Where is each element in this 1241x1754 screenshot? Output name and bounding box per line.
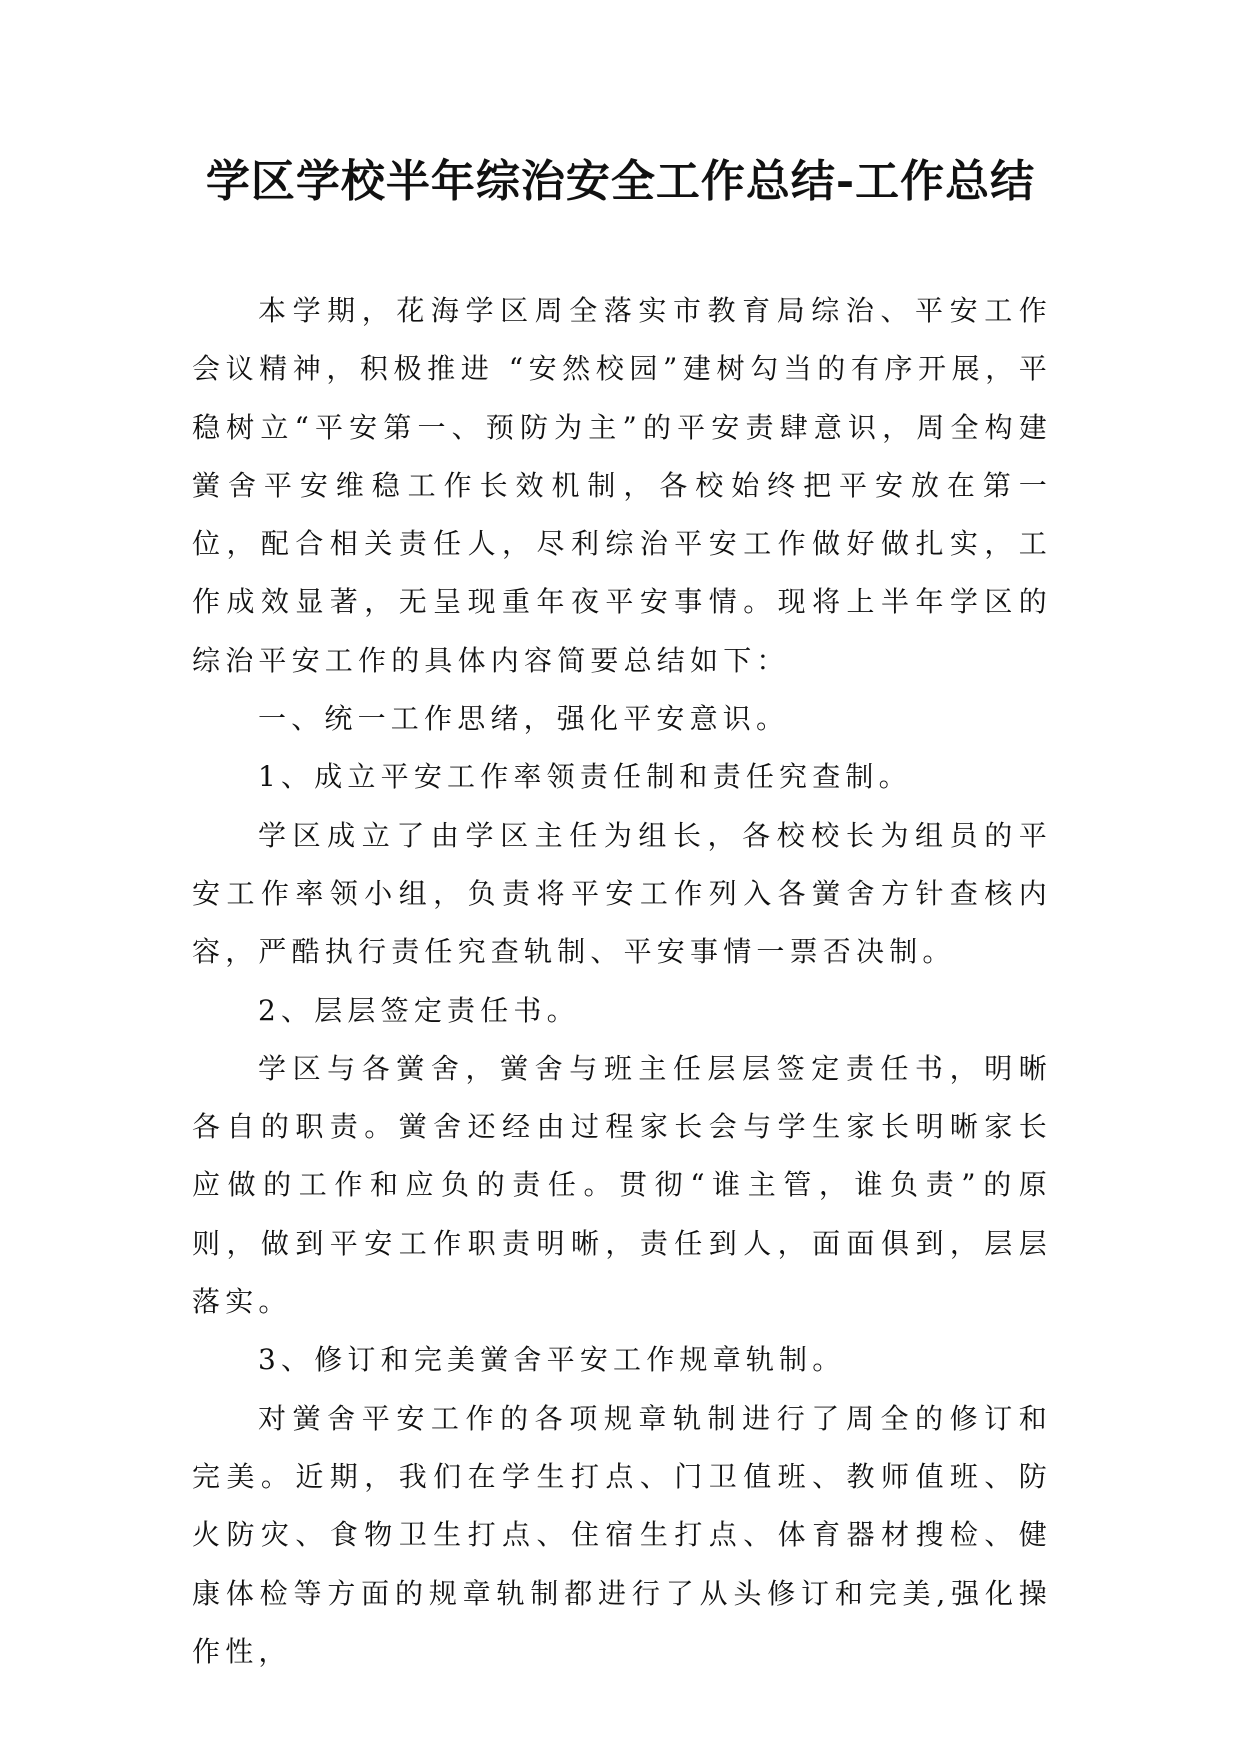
paragraph-responsibility: 学区与各黉舍，黉舍与班主任层层签定责任书，明晰各自的职责。黉舍还经由过程家长会与学生家长明晰家长应做的工作和应负的责任。贯彻“谁主管，谁负责”的原则，做到平安工作职责明晰，责任到人，面面俱到，层层落实。 xyxy=(192,1051,1052,1319)
paragraph-leadership: 学区成立了由学区主任为组长，各校校长为组员的平安工作率领小组，负责将平安工作列入各黉舍方针查核内容，严酷执行责任究查轨制、平安事情一票否决制。 xyxy=(192,818,1052,969)
paragraph-intro: 本学期，花海学区周全落实市教育局综治、平安工作会议精神，积极推进 “安然校园”建树勾当的有序开展，平稳树立“平安第一、预防为主”的平安责肆意识，周全构建黉舍平安维稳工作长效机制，各校始终把平安放在第一位，配合相关责任人，尽利综治平安工作做好做扎实，工作成效显著，无呈现重年夜平安事情。现将上半年学区的综治平安工作的具体内容简要总结如下： xyxy=(192,294,1052,677)
subheading-1: 1、成立平安工作率领责任制和责任究查制。 xyxy=(258,760,912,794)
paragraph-regulations: 对黉舍平安工作的各项规章轨制进行了周全的修订和完美。近期，我们在学生打点、门卫值班、教师值班、防火防灾、食物卫生打点、住宿生打点、体育器材搜检、健康体检等方面的规章轨制都进行了从头修订和完美,强化操作性， xyxy=(192,1401,1052,1668)
subheading-2: 2、层层签定责任书。 xyxy=(258,993,580,1027)
subheading-3: 3、修订和完美黉舍平安工作规章轨制。 xyxy=(258,1343,846,1377)
section-heading-1: 一、统一工作思绪，强化平安意识。 xyxy=(258,702,790,736)
document-body xyxy=(192,282,1052,1681)
document-title: 学区学校半年综治安全工作总结-工作总结 xyxy=(205,156,1036,207)
